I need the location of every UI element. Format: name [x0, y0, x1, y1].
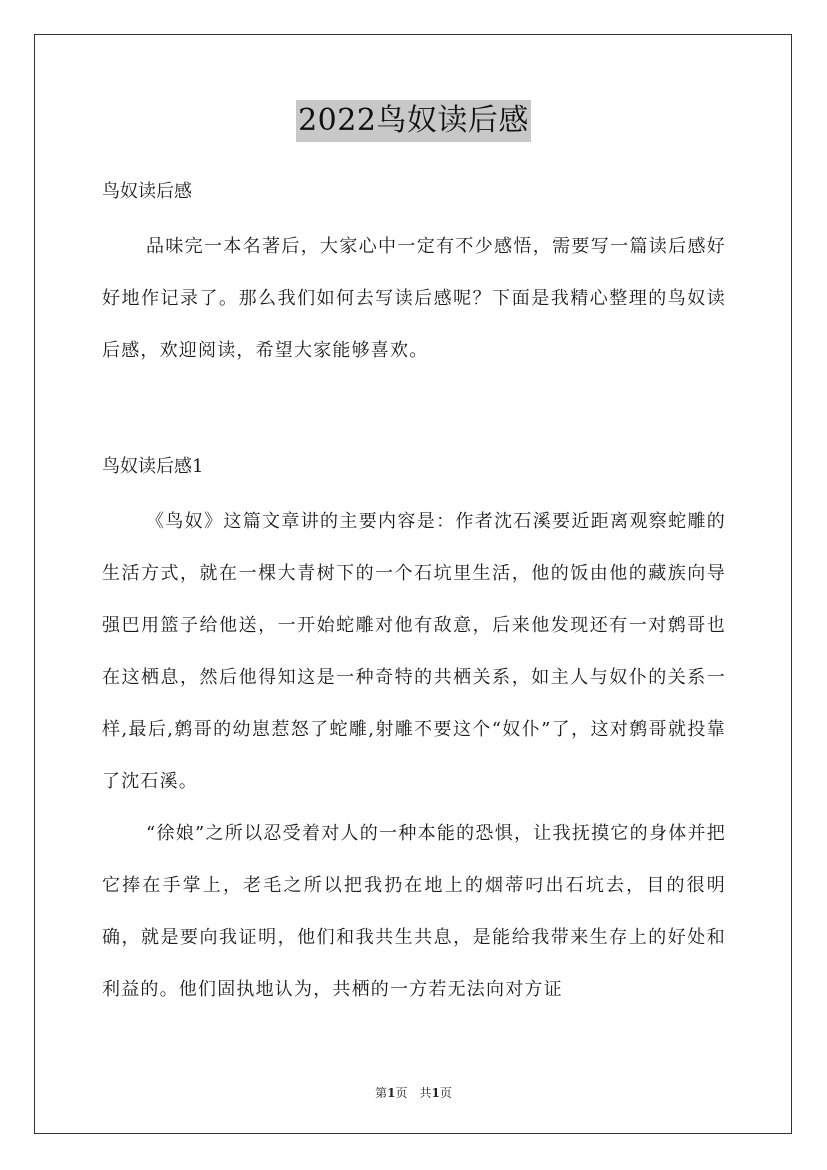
page-footer [0, 1085, 827, 1101]
section1-heading: 鸟奴读后感1 [102, 456, 204, 477]
section1-header [102, 453, 726, 481]
footer-suffix: 页 [439, 1086, 452, 1100]
intro-heading: 鸟奴读后感 [102, 181, 192, 202]
footer-mid: 页 共 [395, 1086, 432, 1100]
footer-page-total: 1 [431, 1086, 440, 1100]
title-container [0, 100, 827, 142]
footer-page-current: 1 [387, 1086, 396, 1100]
intro-paragraph: 品味完一本名著后，大家心中一定有不少感悟，需要写一篇读后感好好地作记录了。那么我们如何去写读后感呢？下面是我精心整理的鸟奴读后感，欢迎阅读，希望大家能够喜欢。 [102, 236, 726, 361]
document-title: 2022鸟奴读后感 [296, 100, 531, 142]
footer-prefix: 第 [375, 1086, 388, 1100]
section1-paragraph-1: 《鸟奴》这篇文章讲的主要内容是：作者沈石溪要近距离观察蛇雕的生活方式，就在一棵大青树下的一个石坑里生活，他的饭由他的藏族向导强巴用篮子给他送，一开始蛇雕对他有敌意，后来他发现还有一对鹩哥也在这栖息，然后他得知这是一种奇特的共栖关系，如主人与奴仆的关系一样,最后,鹩哥的幼崽惹怒了蛇雕,射雕不要这个“奴仆”了，这对鹩哥就投靠了沈石溪。 [102, 511, 726, 792]
section1-body [102, 496, 726, 1016]
intro-body [102, 221, 726, 377]
intro-section [102, 178, 726, 206]
section1-paragraph-2: “徐娘”之所以忍受着对人的一种本能的恐惧，让我抚摸它的身体并把它捧在手掌上，老毛之所以把我扔在地上的烟蒂叼出石坑去，目的很明确，就是要向我证明，他们和我共生共息，是能给我带来生存上的好处和利益的。他们固执地认为，共栖的一方若无法向对方证 [102, 823, 726, 1000]
